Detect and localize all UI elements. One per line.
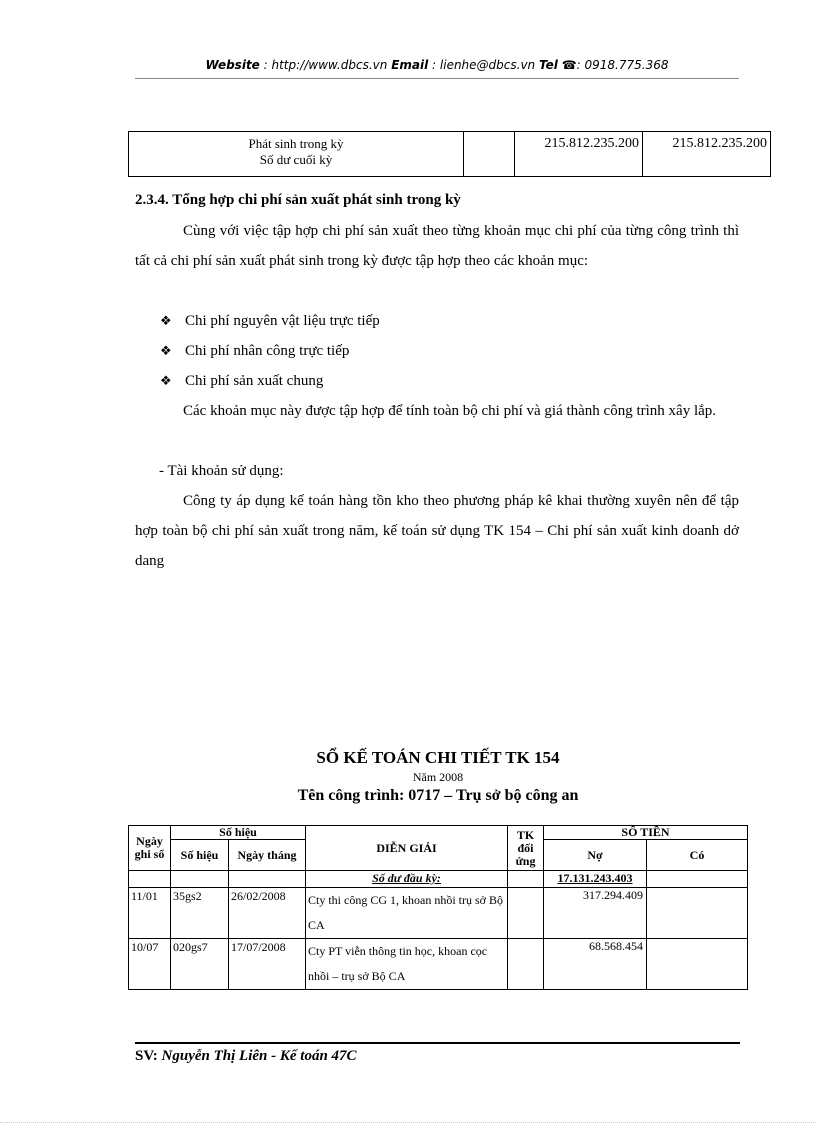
paragraph-2: Các khoản mục này được tập hợp để tính toàn bộ chi phí và giá thành công trình xây lắp. — [183, 403, 717, 419]
ledger-title: SỔ KẾ TOÁN CHI TIẾT TK 154 — [316, 748, 560, 767]
bullet-text: Chi phí sản xuất chung — [185, 373, 324, 389]
row-desc: Cty thi công CG 1, khoan nhồi trụ sở Bộ CA — [306, 888, 508, 939]
col-no: Nợ — [544, 840, 647, 871]
tel-label: Tel — [538, 58, 558, 72]
row-credit — [647, 939, 748, 990]
account-used-label: - Tài khoản sử dụng: — [159, 463, 284, 479]
paragraph-4: Công ty áp dụng kế toán hàng tồn kho theo phương pháp kê khai thường xuyên nên để tập hợp toàn bộ chi phí sản xuất trong năm, kế toán sử dụng TK 154 – Chi phí sản xuất kinh doanh dở dang — [135, 493, 739, 569]
bullet-list — [160, 306, 380, 396]
row-account — [508, 939, 544, 990]
website-label: Website — [205, 58, 260, 72]
paragraph-3 — [135, 456, 739, 486]
summary-label-cell — [129, 132, 464, 177]
row-date: 10/07 — [129, 939, 171, 990]
ledger-project: Tên công trình: 0717 – Trụ sở bộ công an — [297, 787, 579, 804]
col-so-hieu: Số hiệu — [171, 840, 229, 871]
empty-cell — [129, 871, 171, 888]
ledger-table — [128, 825, 748, 990]
opening-balance-row — [129, 871, 748, 888]
row-debit: 317.294.409 — [544, 888, 647, 939]
summary-label-line1: Phát sinh trong kỳ — [248, 136, 344, 151]
opening-debit: 17.131.243.403 — [544, 871, 647, 888]
section-title: 2.3.4. Tổng hợp chi phí sản xuất phát sinh trong kỳ — [135, 192, 461, 208]
footer-divider — [135, 1042, 740, 1044]
opening-label: Số dư đầu kỳ: — [306, 871, 508, 888]
diamond-bullet-icon: ❖ — [160, 343, 172, 358]
list-item — [160, 306, 380, 336]
email-label: Email — [391, 58, 429, 72]
empty-cell — [508, 871, 544, 888]
summary-credit: 215.812.235.200 — [643, 132, 771, 177]
row-date: 11/01 — [129, 888, 171, 939]
bullet-text: Chi phí nguyên vật liệu trực tiếp — [185, 313, 380, 329]
col-so-hieu-group: Số hiệu — [171, 826, 306, 840]
col-co: Có — [647, 840, 748, 871]
table-row — [129, 939, 748, 990]
ledger-header-row — [129, 826, 748, 840]
bullet-text: Chi phí nhân công trực tiếp — [185, 343, 350, 359]
row-doc-no: 020gs7 — [171, 939, 229, 990]
summary-table — [128, 131, 771, 177]
footer-label: SV: — [135, 1048, 158, 1064]
list-item — [160, 366, 380, 396]
ledger-year: Năm 2008 — [412, 770, 464, 784]
header-divider — [135, 78, 739, 79]
row-doc-no: 35gs2 — [171, 888, 229, 939]
row-desc: Cty PT viễn thông tin học, khoan cọc nhồi – trụ sở Bộ CA — [306, 939, 508, 990]
row-account — [508, 888, 544, 939]
paragraph-1: Cùng với việc tập hợp chi phí sản xuất theo từng khoản mục chi phí của từng công trình thì tất cả chi phí sản xuất phát sinh trong kỳ được tập hợp theo các khoản mục: — [135, 223, 739, 269]
table-row — [129, 132, 771, 177]
footer-student-name: Nguyễn Thị Liên - Kế toán 47C — [161, 1048, 357, 1064]
col-so-tien: SỐ TIỀN — [544, 826, 748, 840]
email-link[interactable]: : lienhe@dbcs.vn — [432, 58, 536, 72]
empty-cell — [647, 871, 748, 888]
website-link[interactable]: : http://www.dbcs.vn — [263, 58, 388, 72]
summary-label-line2: Số dư cuối kỳ — [259, 152, 333, 167]
row-credit — [647, 888, 748, 939]
tel-value: : 0918.775.368 — [576, 58, 669, 72]
diamond-bullet-icon: ❖ — [160, 313, 172, 328]
col-ngay-thang: Ngày tháng — [229, 840, 306, 871]
summary-debit: 215.812.235.200 — [515, 132, 643, 177]
summary-empty-cell — [464, 132, 515, 177]
row-doc-date: 26/02/2008 — [229, 888, 306, 939]
phone-icon: ☎ — [561, 58, 577, 72]
col-dien-giai: DIỄN GIẢI — [306, 826, 508, 871]
empty-cell — [229, 871, 306, 888]
list-item — [160, 336, 380, 366]
empty-cell — [171, 871, 229, 888]
col-ngay-ghi-so: Ngày ghi sổ — [129, 826, 171, 871]
page-header — [135, 58, 739, 72]
page-footer — [135, 1048, 357, 1065]
row-debit: 68.568.454 — [544, 939, 647, 990]
table-row — [129, 888, 748, 939]
row-doc-date: 17/07/2008 — [229, 939, 306, 990]
col-tk-doi-ung: TK đối ứng — [508, 826, 544, 871]
diamond-bullet-icon: ❖ — [160, 373, 172, 388]
